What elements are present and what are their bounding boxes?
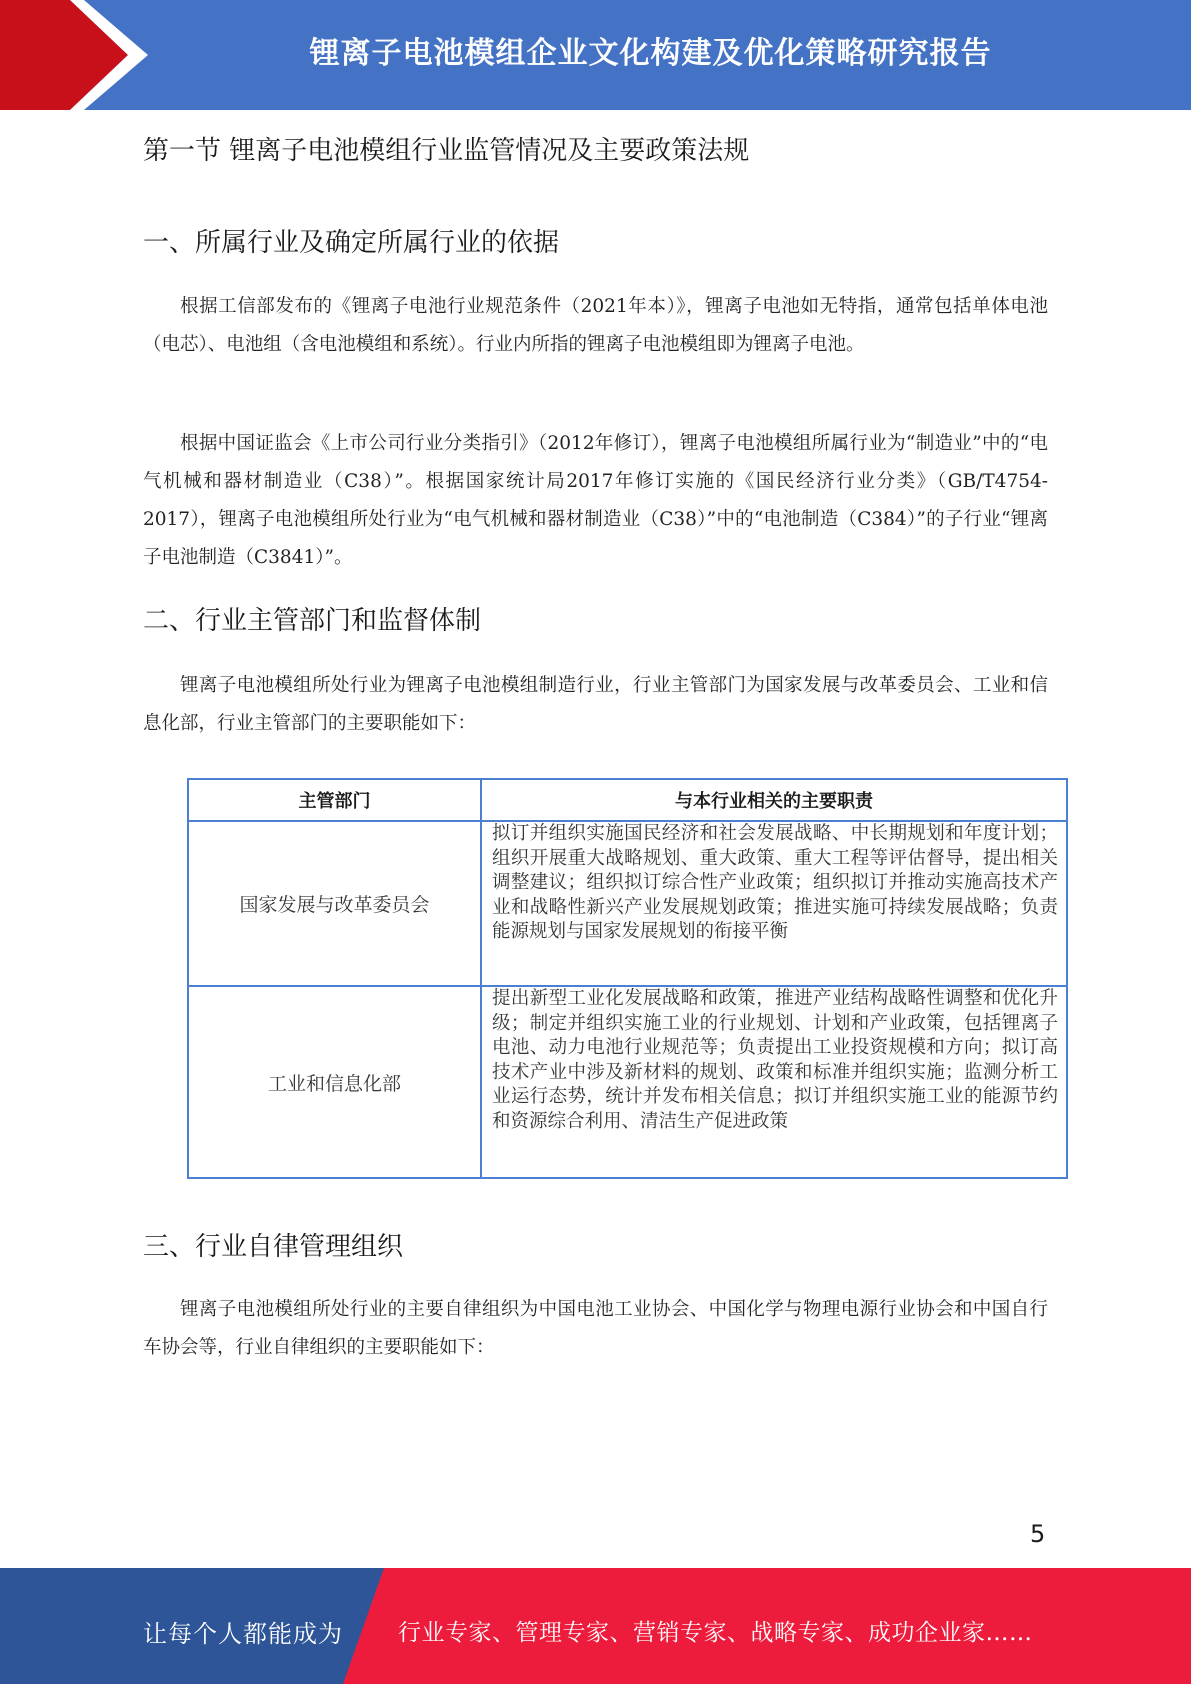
table-cell-dept: 国家发展与改革委员会	[188, 821, 481, 986]
paragraph-part1-2: 根据中国证监会《上市公司行业分类指引》（2012年修订），锂离子电池模组所属行业为“制造业”中的“电气机械和器材制造业（C38）”。根据国家统计局2017年修订实施的《国民经济行业分类》（GB/T4754-2017），锂离子电池模组所处行业为“电气机械和器材制造业（C38）”中的“电池制造（C384）”的子行业“锂离子电池制造（C3841）”。	[143, 433, 1048, 568]
page-footer	[0, 1568, 1191, 1684]
table-header-dept: 主管部门	[188, 779, 481, 821]
table-cell-duty: 拟订并组织实施国民经济和社会发展战略、中长期规划和年度计划；组织开展重大战略规划、重大政策、重大工程等评估督导，提出相关调整建议；组织拟订综合性产业政策；组织拟订并推动实施高技术产业和战略性新兴产业发展规划政策；推进实施可持续发展战略；负责能源规划与国家发展规划的衔接平衡	[481, 821, 1067, 986]
table-cell-dept: 工业和信息化部	[188, 986, 481, 1178]
table-row	[188, 821, 1067, 986]
paragraph-part2-1: 锂离子电池模组所处行业为锂离子电池模组制造行业，行业主管部门为国家发展与改革委员会、工业和信息化部，行业主管部门的主要职能如下：	[143, 675, 1048, 734]
table-header-duties: 与本行业相关的主要职责	[481, 779, 1067, 821]
heading-part1: 一、所属行业及确定所属行业的依据	[143, 228, 560, 258]
table-cell-duty: 提出新型工业化发展战略和政策，推进产业结构战略性调整和优化升级；制定并组织实施工业的行业规划、计划和产业政策，包括锂离子电池、动力电池行业规范等；负责提出工业投资规模和方向；拟订高技术产业中涉及新材料的规划、政策和标准并组织实施；监测分析工业运行态势，统计并发布相关信息；拟订并组织实施工业的能源节约和资源综合利用、清洁生产促进政策	[481, 986, 1067, 1178]
footer-slogan-right: 行业专家、管理专家、营销专家、战略专家、成功企业家……	[398, 1620, 1033, 1646]
footer-slogan-left: 让每个人都能成为	[143, 1620, 343, 1648]
table-row	[188, 986, 1067, 1178]
table-header-row	[188, 779, 1067, 821]
heading-part2: 二、行业主管部门和监督体制	[143, 606, 482, 636]
heading-part3: 三、行业自律管理组织	[143, 1232, 404, 1262]
page-header	[0, 0, 1191, 110]
page-number: 5	[1030, 1520, 1046, 1548]
paragraph-part1-1: 根据工信部发布的《锂离子电池行业规范条件（2021年本）》，锂离子电池如无特指，通常包括单体电池（电芯）、电池组（含电池模组和系统）。行业内所指的锂离子电池模组即为锂离子电池。	[143, 296, 1048, 355]
duties-table	[187, 778, 1068, 1179]
section-title: 第一节 锂离子电池模组行业监管情况及主要政策法规	[143, 136, 750, 166]
paragraph-part3-1: 锂离子电池模组所处行业的主要自律组织为中国电池工业协会、中国化学与物理电源行业协会和中国自行车协会等，行业自律组织的主要职能如下：	[143, 1299, 1048, 1358]
report-title: 锂离子电池模组企业文化构建及优化策略研究报告	[309, 36, 992, 71]
